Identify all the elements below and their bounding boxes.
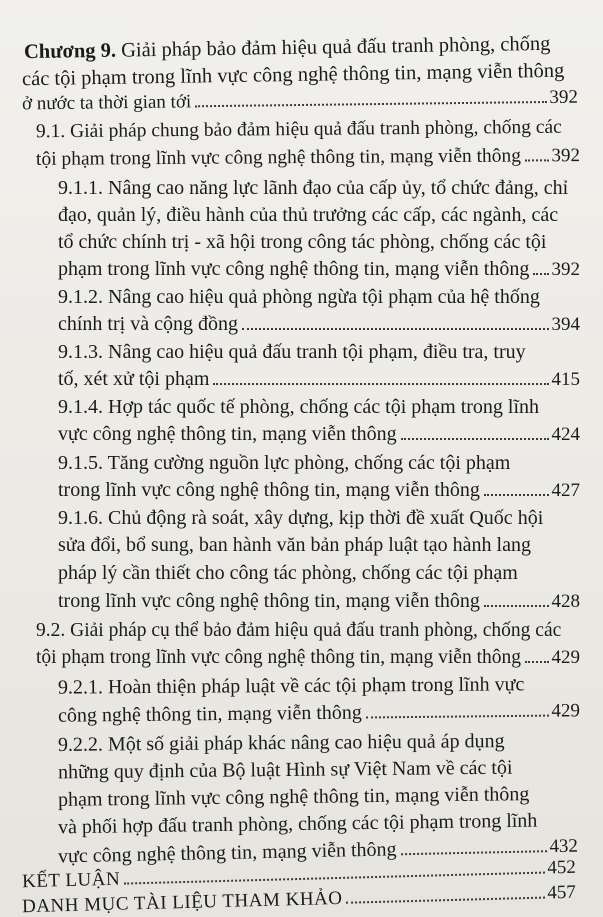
toc-text: vực công nghệ thông tin, mạng viễn thông	[58, 423, 397, 445]
toc-text: công nghệ thông tin, mạng viễn thông	[57, 701, 362, 727]
page-number: 457	[547, 881, 577, 904]
toc-text: ở nước ta thời gian tới	[21, 91, 192, 115]
page-number: 452	[547, 856, 577, 879]
toc-line: tổ chức chính trị - xã hội trong công tác phòng, chống các tội	[58, 231, 547, 253]
leader-dots	[401, 438, 549, 440]
toc-line	[58, 311, 580, 338]
toc-line: 9.1.4. Hợp tác quốc tế phòng, chống các tội phạm trong lĩnh	[58, 396, 540, 418]
page-number: 392	[551, 259, 580, 280]
toc-text: vực công nghệ thông tin, mạng viễn thông	[57, 838, 397, 868]
page-number: 424	[551, 424, 580, 445]
page-number: 429	[551, 700, 581, 722]
leader-dots	[195, 101, 546, 107]
toc-text: chính trị và cộng đồng	[58, 313, 238, 335]
toc-text: tội phạm trong lĩnh vực công nghệ thông tin, mạng viễn thông	[35, 145, 522, 170]
toc-line	[58, 588, 580, 615]
toc-line: và phối hợp đấu tranh phòng, chống các tội phạm trong lĩnh	[57, 809, 538, 839]
leader-dots	[366, 715, 549, 719]
toc-line: 9.1.3. Nâng cao hiệu quả đấu tranh tội phạm, điều tra, truy	[58, 341, 526, 363]
toc-line	[36, 143, 580, 173]
leader-dots	[347, 897, 545, 904]
toc-text: tố, xét xử tội phạm	[58, 368, 210, 390]
toc-text: KẾT LUẬN	[21, 868, 121, 893]
toc-line	[58, 256, 580, 283]
page-number: 428	[551, 591, 580, 612]
toc-line: 9.1. Giải pháp chung bảo đảm hiệu quả đấu tranh phòng, chống các	[35, 116, 562, 143]
leader-dots	[401, 850, 547, 855]
toc-line: phạm trong lĩnh vực công nghệ thông tin, mạng viễn thông	[57, 783, 530, 811]
toc-line	[58, 421, 580, 448]
toc-line: đạo, quản lý, điều hành của thủ trưởng các cấp, các ngành, các	[58, 204, 559, 226]
chapter-label: Chương 9.	[23, 39, 117, 64]
toc-text: DANH MỤC TÀI LIỆU THAM KHẢO	[21, 887, 343, 917]
toc-line: các tội phạm trong lĩnh vực công nghệ thông tin, mạng viễn thông	[21, 59, 565, 91]
toc-text: tội phạm trong lĩnh vực công nghệ thông tin, mạng viễn thông	[36, 647, 522, 668]
toc-line: 9.2.1. Hoàn thiện pháp luật về các tội phạm trong lĩnh vực	[57, 673, 525, 699]
toc-line: 9.1.1. Nâng cao năng lực lãnh đạo của cấp ủy, tổ chức đảng, chỉ	[58, 177, 569, 199]
leader-dots	[533, 273, 548, 275]
leader-dots	[525, 661, 548, 663]
toc-line: những quy định của Bộ luật Hình sự Việt Nam về các tội	[57, 756, 513, 784]
toc-line	[58, 697, 580, 729]
page-number: 394	[551, 314, 580, 335]
toc-line	[22, 85, 578, 118]
toc-line	[36, 645, 580, 671]
page-number: 392	[551, 145, 581, 167]
toc-line	[58, 366, 580, 393]
page-number: 427	[551, 480, 580, 501]
toc-line: 9.2. Giải pháp cụ thể bảo đảm hiệu quả đấu tranh phòng, chống các	[36, 620, 562, 641]
page-number: 392	[549, 86, 579, 108]
toc-text: phạm trong lĩnh vực công nghệ thông tin, mạng viễn thông	[58, 258, 530, 280]
page-number: 429	[551, 647, 580, 668]
toc-text: trong lĩnh vực công nghệ thông tin, mạng viễn thông	[58, 479, 480, 501]
toc-text: Giải pháp bảo đảm hiệu quả đấu tranh phòng, chống	[115, 32, 551, 62]
leader-dots	[242, 328, 549, 330]
toc-line: 9.1.5. Tăng cường nguồn lực phòng, chống các tội phạm	[58, 452, 511, 474]
toc-line	[58, 477, 580, 504]
toc-line: 9.2.2. Một số giải pháp khác nâng cao hiệu quả áp dụng	[57, 730, 505, 756]
page-number: 432	[549, 835, 579, 858]
toc-line: 9.1.2. Nâng cao hiệu quả phòng ngừa tội phạm của hệ thống	[58, 286, 540, 308]
toc-text: trong lĩnh vực công nghệ thông tin, mạng viễn thông	[58, 590, 480, 612]
toc-line: pháp lý cần thiết cho công tác phòng, chống các tội phạm	[58, 562, 518, 584]
toc-line: 9.1.6. Chủ động rà soát, xây dựng, kịp thời đề xuất Quốc hội	[58, 507, 544, 529]
leader-dots	[484, 494, 549, 496]
leader-dots	[213, 383, 548, 385]
leader-dots	[484, 605, 549, 607]
page-number: 415	[551, 369, 580, 390]
toc-line: sửa đổi, bổ sung, ban hành văn bản pháp luật tạo hành lang	[58, 534, 531, 556]
leader-dots	[525, 159, 548, 161]
